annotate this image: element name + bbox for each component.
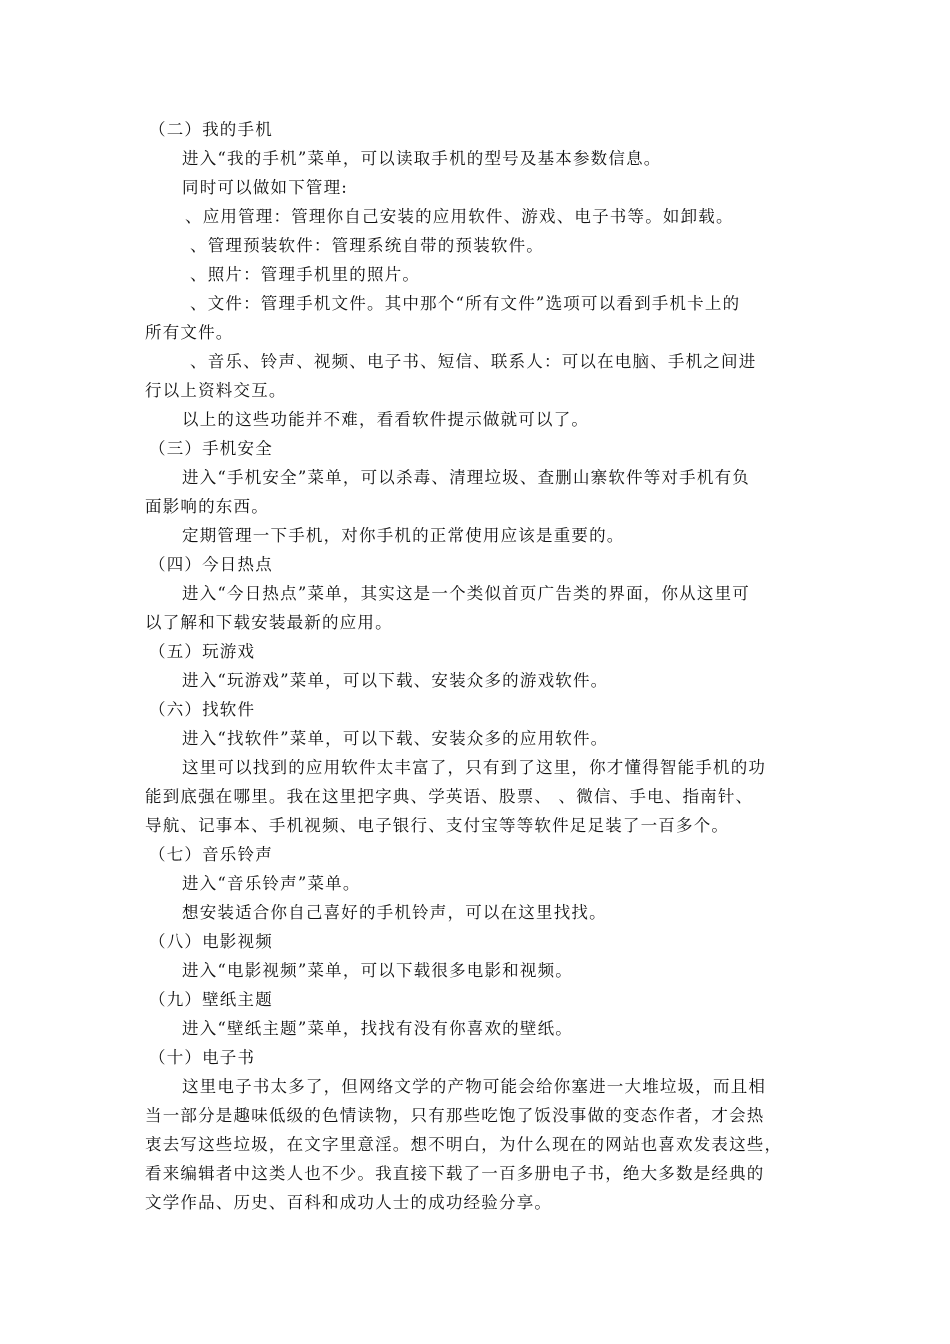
section-heading-6: （六）找软件 [149, 700, 256, 719]
paragraph-continuation: 以了解和下载安装最新的应用。 [145, 613, 393, 632]
section-heading-2: （二）我的手机 [149, 120, 273, 139]
list-item: 、管理预装软件：管理系统自带的预装软件。 [190, 236, 544, 255]
paragraph: 进入“找软件”菜单，可以下载、安装众多的应用软件。 [182, 729, 609, 748]
list-item: 、照片：管理手机里的照片。 [190, 265, 421, 284]
list-item-continuation: 行以上资料交互。 [145, 381, 287, 400]
section-heading-9: （九）壁纸主题 [149, 990, 273, 1009]
section-heading-8: （八）电影视频 [149, 932, 273, 951]
paragraph: 想安装适合你自己喜好的手机铃声，可以在这里找找。 [182, 903, 607, 922]
paragraph-continuation: 面影响的东西。 [145, 497, 269, 516]
section-heading-10: （十）电子书 [149, 1048, 256, 1067]
paragraph-continuation: 看来编辑者中这类人也不少。我直接下载了一百多册电子书，绝大多数是经典的 [145, 1164, 765, 1183]
paragraph: 进入“壁纸主题”菜单，找找有没有你喜欢的壁纸。 [182, 1019, 573, 1038]
paragraph: 进入“音乐铃声”菜单。 [182, 874, 361, 893]
paragraph-continuation: 能到底强在哪里。我在这里把字典、学英语、股票、 、微信、手电、指南针、 [145, 787, 754, 806]
paragraph: 以上的这些功能并不难，看看软件提示做就可以了。 [182, 410, 590, 429]
paragraph: 定期管理一下手机，对你手机的正常使用应该是重要的。 [182, 526, 625, 545]
paragraph-continuation: 衷去写这些垃圾，在文字里意淫。想不明白，为什么现在的网站也喜欢发表这些， [145, 1135, 783, 1154]
paragraph-continuation: 导航、记事本、手机视频、电子银行、支付宝等等软件足足装了一百多个。 [145, 816, 730, 835]
paragraph: 进入“玩游戏”菜单，可以下载、安装众多的游戏软件。 [182, 671, 609, 690]
paragraph: 同时可以做如下管理: [182, 178, 349, 197]
paragraph: 进入“电影视频”菜单，可以下载很多电影和视频。 [182, 961, 573, 980]
paragraph: 进入“手机安全”菜单，可以杀毒、清理垃圾、查删山寨软件等对手机有负 [182, 468, 750, 487]
list-item: 、音乐、铃声、视频、电子书、短信、联系人：可以在电脑、手机之间进 [190, 352, 757, 371]
section-heading-5: （五）玩游戏 [149, 642, 256, 661]
paragraph: 进入“今日热点”菜单，其实这是一个类似首页广告类的界面，你从这里可 [182, 584, 750, 603]
paragraph-continuation: 当一部分是趣味低级的色情读物，只有那些吃饱了饭没事做的变态作者，才会热 [145, 1106, 765, 1125]
section-heading-4: （四）今日热点 [149, 555, 273, 574]
paragraph-continuation: 文学作品、历史、百科和成功人士的成功经验分享。 [145, 1193, 553, 1212]
document-body [145, 115, 810, 1217]
paragraph: 这里电子书太多了，但网络文学的产物可能会给你塞进一大堆垃圾，而且相 [182, 1077, 767, 1096]
paragraph: 进入“我的手机”菜单，可以读取手机的型号及基本参数信息。 [182, 149, 662, 168]
list-item-continuation: 所有文件。 [145, 323, 234, 342]
section-heading-3: （三）手机安全 [149, 439, 273, 458]
section-heading-7: （七）音乐铃声 [149, 845, 273, 864]
list-item: 、文件：管理手机文件。其中那个“所有文件”选项可以看到手机卡上的 [190, 294, 741, 313]
list-item: 、应用管理：管理你自己安装的应用软件、游戏、电子书等。如卸载。 [185, 207, 734, 226]
paragraph: 这里可以找到的应用软件太丰富了，只有到了这里，你才懂得智能手机的功 [182, 758, 767, 777]
